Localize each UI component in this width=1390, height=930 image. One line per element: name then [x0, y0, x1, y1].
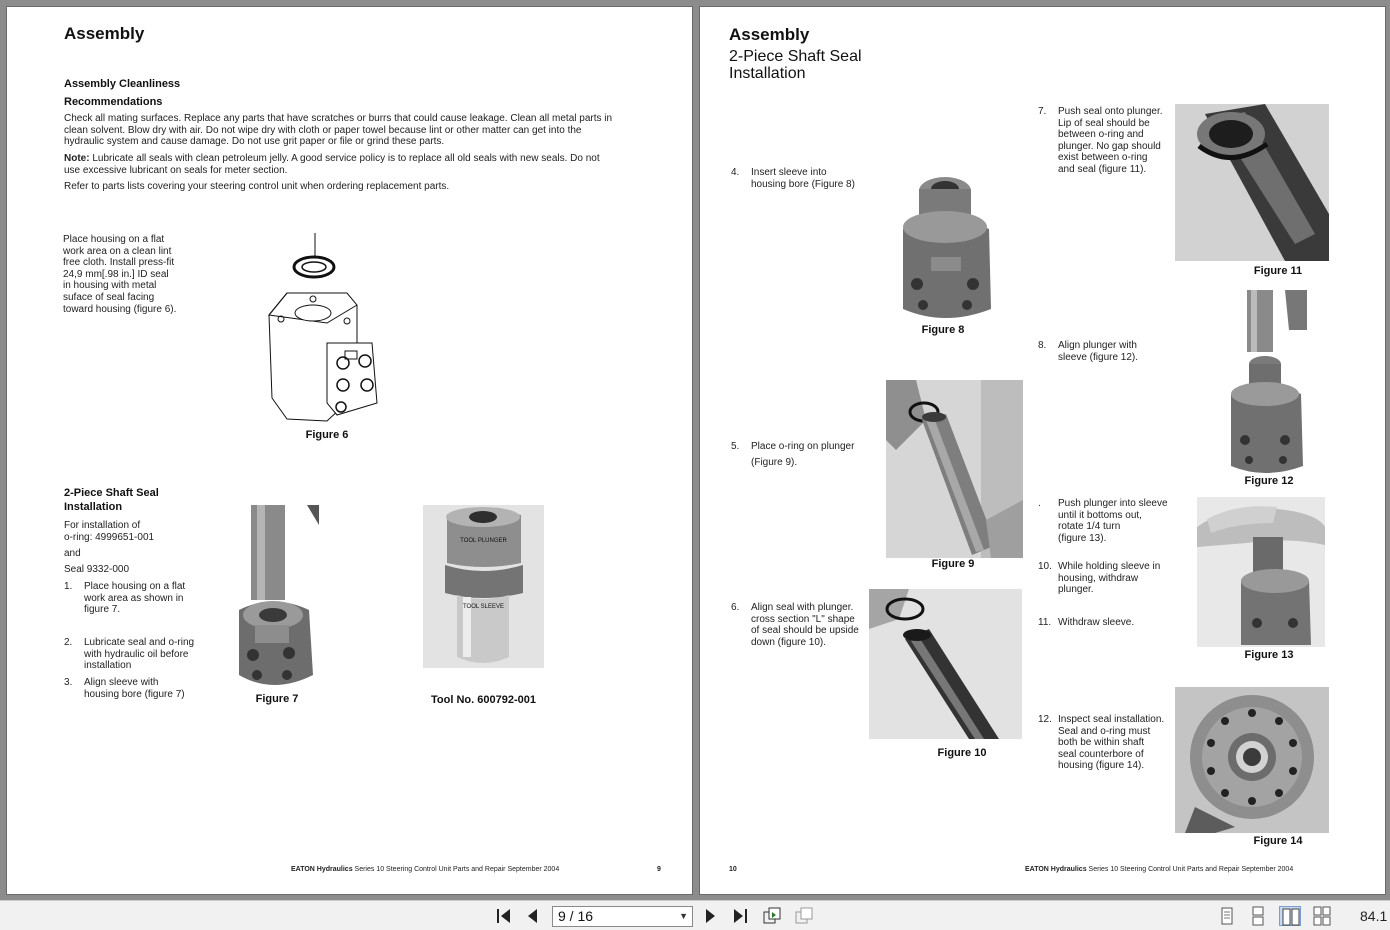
figure-10-caption: Figure 10 [937, 747, 987, 759]
figure-14-caption: Figure 14 [1253, 835, 1303, 847]
step-line: plunger. [1058, 584, 1094, 596]
figure-7-photo [227, 505, 319, 688]
step-number: 2. [64, 637, 73, 648]
step-line: work area as shown in [84, 592, 184, 604]
page-subtitle-2: Installation [729, 65, 806, 82]
page-number-select[interactable] [552, 906, 693, 927]
step-line: housing, withdraw [1058, 572, 1139, 584]
step-line: Push plunger into sleeve [1058, 498, 1168, 509]
step-line: Seal and o-ring must [1058, 725, 1151, 737]
step-line: Place housing on a flat [84, 581, 186, 592]
step-line: Push seal onto plunger. [1058, 106, 1163, 117]
step-line: Align sleeve with [84, 677, 159, 688]
step-line: between o-ring and [1058, 129, 1144, 141]
step-11 [1038, 617, 1178, 629]
step-number: 1. [64, 581, 73, 592]
instruction-line: free cloth. Install press-fit [63, 257, 175, 269]
instruction-line: toward housing (figure 6). [63, 303, 177, 315]
footer-text: Series 10 Steering Control Unit Parts and Repair September 2004 [1086, 866, 1294, 873]
figure-14-photo [1175, 687, 1329, 833]
step-line: housing (figure 14). [1058, 760, 1145, 772]
rotate-icon[interactable] [761, 906, 783, 926]
step-line: Lubricate seal and o-ring [84, 637, 195, 648]
note-paragraph [64, 153, 664, 176]
figure-10-photo [869, 589, 1022, 739]
cleanliness-paragraph [64, 113, 664, 148]
step-line: housing bore (figure 7) [84, 688, 185, 700]
instruction-line: work area on a clean lint [63, 245, 172, 257]
tool-caption: Tool No. 600792-001 [431, 694, 536, 706]
figure-12-caption: Figure 12 [1244, 475, 1294, 487]
install-seal: Seal 9332-000 [64, 564, 130, 575]
step-line: Align plunger with [1058, 340, 1137, 351]
page-footer [1025, 866, 1293, 873]
step-number: 10. [1038, 561, 1052, 572]
step-line: figure 7. [84, 604, 121, 616]
figure-13-caption: Figure 13 [1244, 649, 1294, 661]
page-title: Assembly [64, 24, 145, 43]
shaft-seal-heading-2: Installation [64, 501, 123, 513]
paragraph-line: Check all mating surfaces. Replace any parts that have scratches or burrs that could cause leakage. Clean all metal parts in [64, 113, 613, 124]
step-line: rotate 1/4 turn [1058, 521, 1121, 533]
figure-6-caption: Figure 6 [305, 429, 349, 441]
step-3 [64, 677, 214, 700]
step-10 [1038, 561, 1178, 596]
figure-7-caption: Figure 7 [255, 693, 299, 705]
figure-8-caption: Figure 8 [921, 324, 965, 336]
tool-photo [423, 505, 544, 668]
step-number: 12. [1038, 714, 1052, 725]
step-2 [64, 637, 214, 672]
next-page-icon[interactable] [699, 906, 721, 926]
tool-sleeve-label: TOOL SLEEVE [462, 604, 505, 610]
page-title: Assembly [729, 25, 810, 44]
step-number: 7. [1038, 106, 1047, 117]
step-line: plunger. No gap should [1058, 140, 1161, 152]
refer-paragraph: Refer to parts lists covering your steering control unit when ordering replacement parts. [64, 181, 450, 192]
step-12 [1038, 714, 1178, 772]
section-heading-recommendations: Recommendations [64, 96, 163, 108]
housing-instructions [63, 234, 203, 315]
step-line: exist between o-ring [1058, 152, 1148, 164]
figure-6-drawing [257, 233, 387, 425]
fit-icon[interactable] [793, 906, 815, 926]
install-for-line-2: o-ring: 4999651-001 [64, 532, 155, 543]
step-line: seal counterbore of [1058, 748, 1144, 760]
figure-9-photo [886, 380, 1023, 558]
page-indicator-text: 9 / 16 [558, 908, 594, 924]
shaft-seal-heading-1: 2-Piece Shaft Seal [64, 487, 159, 499]
step-8 [1038, 340, 1178, 363]
page-10 [699, 6, 1386, 895]
step-line: Place o-ring on plunger [751, 441, 855, 452]
instruction-line: in housing with metal [63, 280, 157, 292]
step-line: and seal (figure 11). [1058, 163, 1147, 175]
step-line: cross section "L" shape [751, 613, 855, 625]
figure-11-photo [1175, 104, 1329, 261]
single-page-icon[interactable] [1216, 906, 1238, 926]
step-number: . [1038, 498, 1041, 509]
first-page-icon[interactable] [493, 906, 515, 926]
step-line: (Figure 9). [751, 457, 798, 468]
facing-icon[interactable] [1279, 906, 1301, 926]
step-line: sleeve (figure 12). [1058, 351, 1139, 363]
note-text: Lubricate all seals with clean petroleum jelly. A good service policy is to replace all old seals with new seals. Do not [89, 153, 600, 164]
previous-page-icon[interactable] [522, 906, 544, 926]
step-line: housing bore (Figure 8) [751, 178, 855, 190]
install-and: and [64, 548, 81, 559]
step-7 [1038, 106, 1178, 176]
step-line: While holding sleeve in [1058, 561, 1161, 572]
step-line: Inspect seal installation. [1058, 714, 1165, 725]
step-number: 6. [731, 602, 740, 613]
step-6 [731, 602, 881, 648]
step-number: 11. [1038, 617, 1052, 628]
install-for-line-1: For installation of [64, 520, 141, 531]
step-line: of seal should be upside [751, 625, 859, 637]
continuous-icon[interactable] [1247, 906, 1269, 926]
page-9 [6, 6, 693, 895]
last-page-icon[interactable] [729, 906, 751, 926]
step-line: down (figure 10). [751, 636, 827, 648]
page-number: 10 [729, 866, 737, 873]
footer-brand: EATON Hydraulics [291, 866, 353, 873]
step-4 [731, 167, 891, 190]
note-label: Note: [64, 153, 90, 164]
step-9 [1038, 498, 1178, 544]
paragraph-line: hydraulic system and cause damage. Do not use grit paper or file or grind these parts. [64, 136, 445, 148]
footer-text: Series 10 Steering Control Unit Parts and Repair September 2004 [352, 866, 560, 873]
step-line: with hydraulic oil before [84, 648, 189, 660]
step-line: (figure 13). [1058, 532, 1107, 544]
paragraph-line: clean solvent. Blow dry with air. Do not wipe dry with cloth or paper towel because lint or other matter can get into the [64, 124, 582, 136]
section-heading-cleanliness: Assembly Cleanliness [64, 78, 181, 90]
figure-13-photo [1197, 497, 1325, 647]
viewer-toolbar [0, 900, 1390, 930]
step-line: Insert sleeve into [751, 167, 827, 178]
continuous-facing-icon[interactable] [1311, 906, 1333, 926]
instruction-line: 24,9 mm[.98 in.] ID seal [63, 268, 169, 280]
footer-brand: EATON Hydraulics [1025, 866, 1087, 873]
step-line: Align seal with plunger. [751, 602, 854, 613]
step-line: both be within shaft [1058, 737, 1145, 749]
step-number: 8. [1038, 340, 1047, 351]
step-line: Withdraw sleeve. [1058, 617, 1135, 628]
note-text: use excessive lubricant on seals for meter section. [64, 164, 288, 176]
step-line: Lip of seal should be [1058, 117, 1150, 129]
step-number: 3. [64, 677, 73, 688]
step-number: 5. [731, 441, 740, 452]
instruction-line: Place housing on a flat [63, 234, 165, 245]
step-1 [64, 581, 214, 616]
tool-plunger-label: TOOL PLUNGER [460, 538, 507, 544]
step-line: installation [84, 660, 132, 672]
page-subtitle-1: 2-Piece Shaft Seal [729, 48, 862, 65]
figure-12-photo [1225, 290, 1307, 474]
figure-11-caption: Figure 11 [1253, 265, 1303, 277]
step-line: until it bottoms out, [1058, 509, 1142, 521]
page-footer [291, 866, 559, 873]
figure-9-caption: Figure 9 [931, 558, 975, 570]
step-number: 4. [731, 167, 740, 178]
dropdown-arrow-icon[interactable]: ▼ [679, 911, 688, 921]
instruction-line: suface of seal facing [63, 291, 155, 303]
page-number: 9 [657, 866, 661, 873]
step-5 [731, 439, 891, 471]
figure-8-photo [895, 169, 997, 321]
zoom-level[interactable]: 84.1 [1360, 908, 1388, 924]
